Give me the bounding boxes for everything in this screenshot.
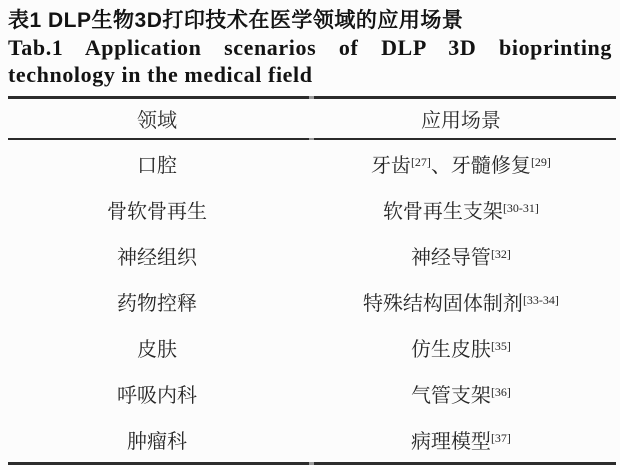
citation-reference: [27] bbox=[410, 154, 431, 169]
citation-reference: [36] bbox=[490, 384, 511, 399]
scenario-cell: 神经导管[32] bbox=[410, 246, 511, 269]
table-caption-zh: 表1 DLP生物3D打印技术在医学领域的应用场景 bbox=[8, 9, 464, 32]
scenario-cell: 特殊结构固体制剂[33-34] bbox=[362, 292, 559, 315]
citation-reference: [30-31] bbox=[502, 200, 539, 215]
field-cell: 肿瘤科 bbox=[126, 430, 187, 453]
table-row bbox=[8, 186, 616, 232]
table-row bbox=[8, 370, 616, 416]
citation-reference: [37] bbox=[490, 430, 511, 445]
table-header-row bbox=[8, 99, 616, 138]
citation-reference: [35] bbox=[490, 338, 511, 353]
application-scenarios-table bbox=[8, 96, 616, 465]
table-caption-en-line1: Tab.1 Application scenarios of DLP 3D bioprinting bbox=[8, 35, 612, 60]
citation-reference: [32] bbox=[490, 246, 511, 261]
scenario-cell: 气管支架[36] bbox=[410, 384, 511, 407]
scenario-cell: 牙齿[27]、牙髓修复[29] bbox=[370, 154, 551, 177]
field-cell: 药物控释 bbox=[116, 292, 197, 315]
table-row bbox=[8, 416, 616, 462]
column-header-scenario: 应用场景 bbox=[420, 110, 501, 132]
table-row bbox=[8, 140, 616, 186]
field-cell: 神经组织 bbox=[116, 246, 197, 269]
field-cell: 皮肤 bbox=[136, 338, 177, 361]
field-cell: 骨软骨再生 bbox=[106, 200, 207, 223]
table-row bbox=[8, 232, 616, 278]
scenario-cell: 病理模型[37] bbox=[410, 430, 511, 453]
table-row bbox=[8, 324, 616, 370]
table-body bbox=[8, 140, 616, 462]
citation-reference: [29] bbox=[530, 154, 551, 169]
table-bottom-rule bbox=[8, 462, 616, 465]
table-caption-en-line2: technology in the medical field bbox=[8, 62, 313, 87]
scenario-cell: 仿生皮肤[35] bbox=[410, 338, 511, 361]
table-row bbox=[8, 278, 616, 324]
field-cell: 呼吸内科 bbox=[116, 384, 197, 407]
field-cell: 口腔 bbox=[136, 154, 177, 177]
citation-reference: [33-34] bbox=[522, 292, 559, 307]
column-header-field: 领域 bbox=[136, 110, 177, 132]
scenario-cell: 软骨再生支架[30-31] bbox=[382, 200, 539, 223]
